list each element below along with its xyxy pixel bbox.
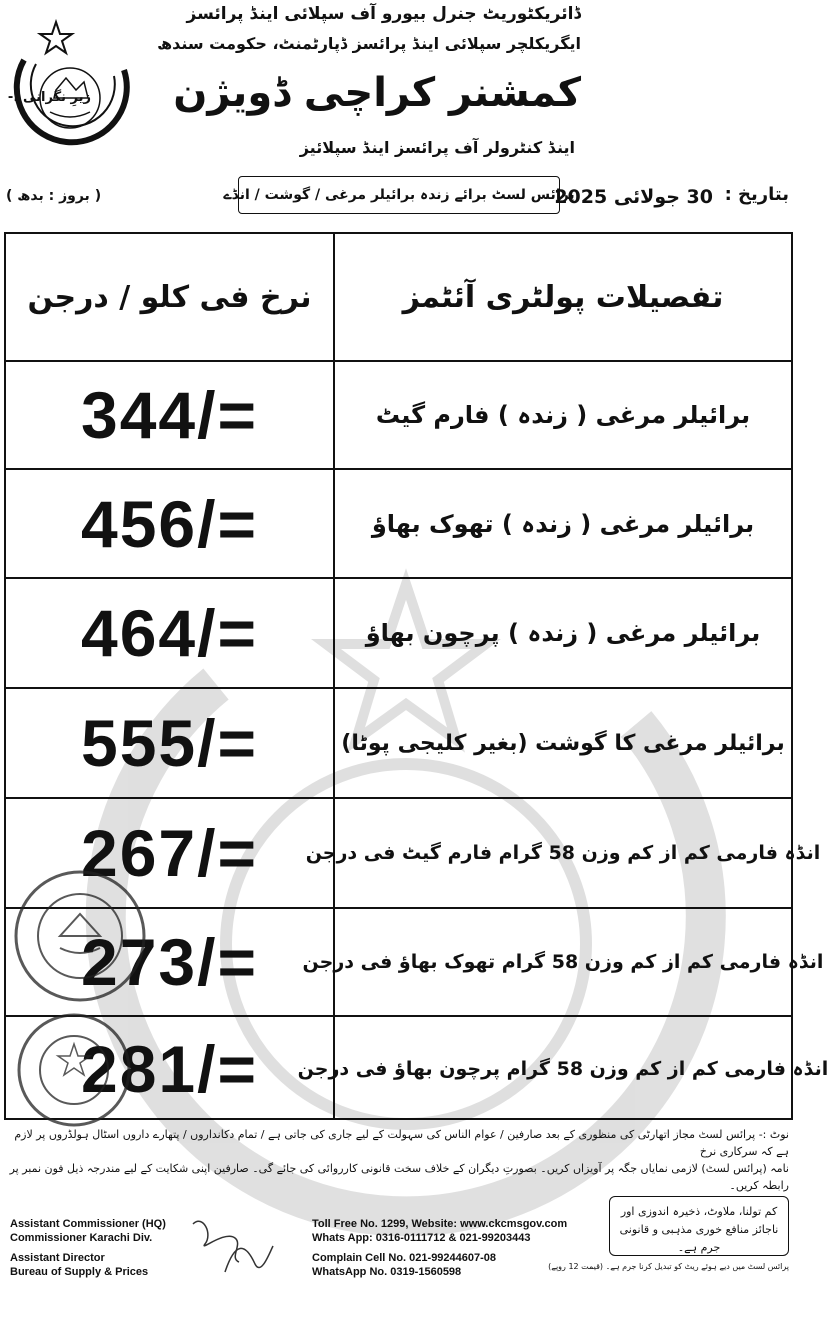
controller-line: اینڈ کنٹرولر آف پرائسز اینڈ سپلائیز — [299, 138, 575, 157]
note-text — [9, 1126, 789, 1194]
item-price: 281/= — [81, 1031, 258, 1106]
commissioner-div-label: Commissioner Karachi Div. — [10, 1232, 153, 1244]
whatsapp-info-2: WhatsApp No. 0319-1560598 — [312, 1266, 462, 1278]
table-row — [6, 468, 791, 577]
table-header-row — [6, 234, 791, 360]
warning-box: کم تولنا، ملاوٹ، ذخیرہ اندوزی اور ناجائز منافع خوری مذہبی و قانونی جرم ہے۔ — [609, 1196, 789, 1256]
complain-cell-info: Complain Cell No. 021-99244607-08 — [312, 1252, 497, 1264]
item-price: 344/= — [81, 378, 258, 452]
price-list-title: پرائس لسٹ برائے زندہ برائیلر مرغی / گوشت / انڈے — [238, 176, 560, 214]
directorate-stamp — [10, 866, 150, 1006]
item-name: برائیلر مرغی ( زندہ ) فارم گیٹ — [375, 401, 751, 429]
bureau-label: Bureau of Supply & Prices — [10, 1266, 149, 1278]
note-line-2: نامہ (پرائس لسٹ) لازمی نمایاں جگہ پر آویزاں کریں۔ بصورتِ دیگران کے خلاف سخت قانونی کارروائی کی جائے گی۔ صارفین اپنی شکایت کے لیے مندرجہ ذیل فون نمبر پر رابطہ کریں۔ — [9, 1162, 789, 1192]
item-price: 273/= — [81, 925, 258, 999]
toll-free-info: Toll Free No. 1299, Website: www.ckcmsgov.com — [312, 1218, 568, 1230]
item-name: انڈہ فارمی کم از کم وزن 58 گرام تھوک بھاؤ فی درجن — [302, 951, 824, 973]
whatsapp-info-1: Whats App: 0316-0111712 & 021-99203443 — [312, 1232, 531, 1244]
item-name: انڈہ فارمی کم از کم وزن 58 گرام فارم گیٹ فی درجن — [305, 842, 821, 864]
table-row — [6, 360, 791, 468]
item-name: انڈہ فارمی کم از کم وزن 58 گرام پرچون بھاؤ فی درجن — [297, 1057, 828, 1080]
day-label: ( بروز : بدھ ) — [6, 188, 102, 204]
price-table — [4, 232, 828, 1120]
directorate-line-2: ایگریکلچر سپلائی اینڈ پرائسز ڈپارٹمنٹ، حکومت سندھ — [157, 34, 581, 53]
header-price-label: نرخ فی کلو / درجن — [27, 279, 312, 315]
commissioner-title: کمشنر کراچی ڈویژن — [173, 70, 581, 116]
item-name: برائیلر مرغی کا گوشت (بغیر کلیجی پوٹا) — [341, 730, 785, 756]
header-item-label: تفصیلات پولٹری آئٹمز — [402, 279, 724, 315]
item-name: برائیلر مرغی ( زندہ ) تھوک بھاؤ — [371, 509, 755, 538]
ac-hq-label: Assistant Commissioner (HQ) — [10, 1218, 166, 1230]
footer-note: پرائس لسٹ میں دیے ہوئے ریٹ کو تبدیل کرنا جرم ہے۔ (قیمت 12 روپے) — [548, 1262, 789, 1271]
assistant-director-label: Assistant Director — [10, 1252, 105, 1264]
item-price: 267/= — [81, 816, 258, 890]
sindh-government-emblem — [4, 20, 144, 150]
item-price: 464/= — [81, 596, 258, 670]
directorate-line-1: ڈائریکٹوریٹ جنرل بیورو آف سپلائی اینڈ پرائسز — [186, 4, 581, 24]
assistant-commissioner-stamp — [14, 1010, 134, 1130]
supervision-label: زیرِ نگرانی :- — [7, 90, 91, 105]
date-label: بتاریخ : — [724, 184, 789, 205]
table-row — [6, 687, 791, 797]
date-value: 30 جولائی 2025 — [554, 186, 713, 208]
item-price: 456/= — [81, 486, 258, 561]
table-row — [6, 577, 791, 687]
signature — [185, 1212, 275, 1274]
note-line-1: نوٹ :- پرائس لسٹ مجاز اتھارٹی کی منظوری کے بعد صارفین / عوام الناس کی سہولت کے لیے جاری کی جاتی ہے / تمام دکانداروں / پتھارے داروں اسٹال ہولڈروں پر لازم ہے کہ سرکاری نرخ — [14, 1128, 789, 1158]
item-price: 555/= — [81, 706, 258, 780]
item-name: برائیلر مرغی ( زندہ ) پرچون بھاؤ — [365, 619, 761, 647]
